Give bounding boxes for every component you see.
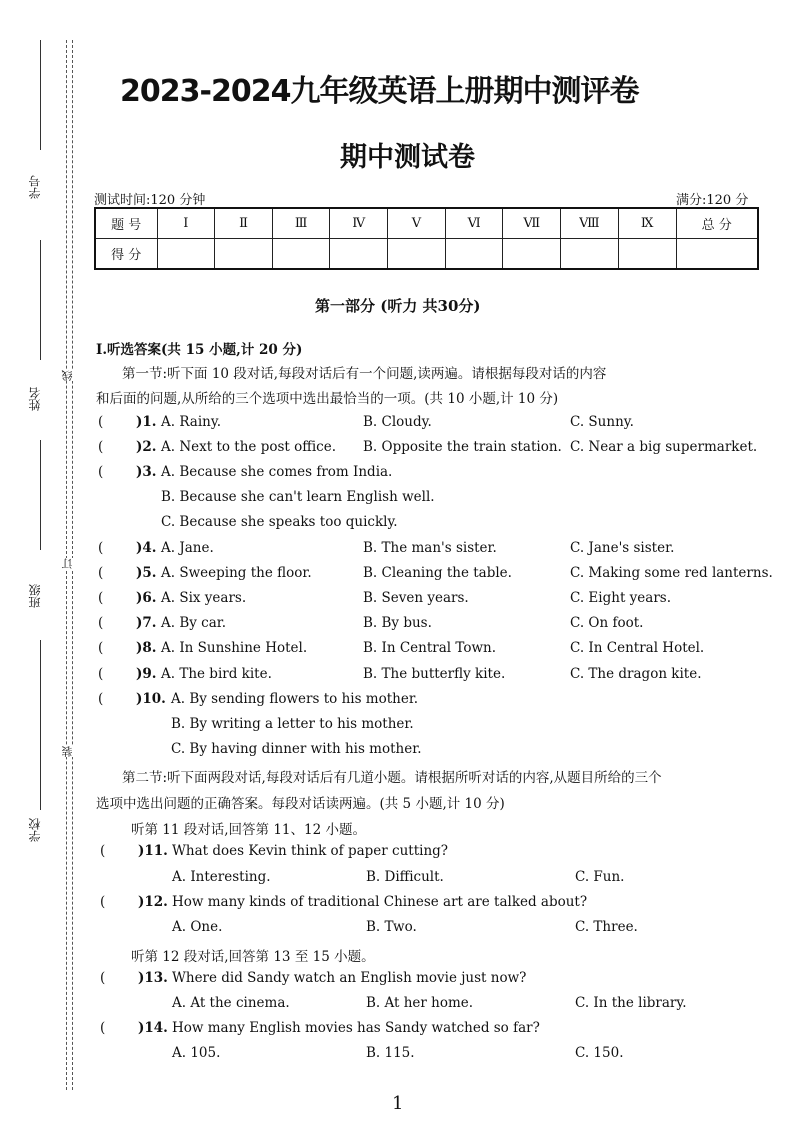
option-c: C. Near a big supermarket. bbox=[570, 439, 758, 455]
option-b: B. The butterfly kite. bbox=[363, 666, 506, 682]
question-stem: How many kinds of traditional Chinese art are talked about? bbox=[172, 894, 588, 910]
dialog-11-instruction: 听第 11 段对话,回答第 11、12 小题。 bbox=[131, 822, 366, 838]
question-number: )13. bbox=[138, 970, 168, 986]
option-a: A. Six years. bbox=[161, 590, 247, 606]
exam-subtitle: 期中测试卷 bbox=[340, 142, 475, 173]
answer-paren[interactable]: ( bbox=[100, 843, 106, 859]
score-input-cell[interactable] bbox=[503, 239, 561, 270]
mark-bind: 装 bbox=[61, 746, 74, 757]
answer-paren[interactable]: ( bbox=[98, 691, 104, 707]
option-b: B. Cleaning the table. bbox=[363, 565, 512, 581]
option-c: C. Fun. bbox=[575, 869, 625, 885]
answer-paren[interactable]: ( bbox=[98, 540, 104, 556]
margin-rule bbox=[40, 40, 41, 150]
question-number: )2. bbox=[136, 439, 157, 455]
option-b: B. Two. bbox=[366, 919, 417, 935]
option-a: A. Jane. bbox=[161, 540, 214, 556]
option-a: A. Sweeping the floor. bbox=[161, 565, 312, 581]
option-a: A. Interesting. bbox=[172, 869, 271, 885]
table-cell: Ⅶ bbox=[503, 208, 561, 239]
question-stem: Where did Sandy watch an English movie just now? bbox=[172, 970, 527, 986]
option-c: C. Sunny. bbox=[570, 414, 634, 430]
part-heading: 第一部分 (听力 共30分) bbox=[315, 297, 481, 315]
label-class: 班级 bbox=[28, 584, 42, 608]
score-input-cell[interactable] bbox=[445, 239, 503, 270]
section1-intro-line2: 和后面的问题,从所给的三个选项中选出最恰当的一项。(共 10 小题,计 10 分) bbox=[96, 391, 559, 407]
option-a: A. By car. bbox=[161, 615, 227, 631]
school-underline bbox=[40, 640, 41, 810]
table-cell: Ⅳ bbox=[330, 208, 388, 239]
score-table-score-row bbox=[95, 239, 758, 270]
page-number: 1 bbox=[392, 1093, 404, 1114]
question-number: )11. bbox=[138, 843, 168, 859]
answer-paren[interactable]: ( bbox=[98, 615, 104, 631]
option-a: A. One. bbox=[172, 919, 223, 935]
option-b: B. Opposite the train station. bbox=[363, 439, 562, 455]
score-input-cell[interactable] bbox=[388, 239, 446, 270]
option-c: C. On foot. bbox=[570, 615, 644, 631]
answer-paren[interactable]: ( bbox=[98, 666, 104, 682]
option-a: A. At the cinema. bbox=[172, 995, 290, 1011]
question-stem: What does Kevin think of paper cutting? bbox=[172, 843, 449, 859]
option-c: C. Eight years. bbox=[570, 590, 671, 606]
answer-paren[interactable]: ( bbox=[98, 565, 104, 581]
option-c: C. In the library. bbox=[575, 995, 687, 1011]
answer-paren[interactable]: ( bbox=[100, 1020, 106, 1036]
table-cell: 总 分 bbox=[676, 208, 758, 239]
table-cell: Ⅵ bbox=[445, 208, 503, 239]
score-table bbox=[94, 207, 759, 270]
answer-paren[interactable]: ( bbox=[100, 970, 106, 986]
table-cell: Ⅰ bbox=[157, 208, 215, 239]
question-number: )6. bbox=[136, 590, 157, 606]
option-c: C. Jane's sister. bbox=[570, 540, 675, 556]
option-c: C. In Central Hotel. bbox=[570, 640, 705, 656]
section2-intro-line1: 第二节:听下面两段对话,每段对话后有几道小题。请根据所听对话的内容,从题目所给的三个 bbox=[122, 770, 662, 786]
score-input-cell[interactable] bbox=[157, 239, 215, 270]
answer-paren[interactable]: ( bbox=[98, 590, 104, 606]
mark-line: 线 bbox=[61, 370, 74, 381]
question-number: )14. bbox=[138, 1020, 168, 1036]
section-title: Ⅰ.听选答案(共 15 小题,计 20 分) bbox=[96, 342, 303, 358]
option-b: B. The man's sister. bbox=[363, 540, 497, 556]
option-b: B. Cloudy. bbox=[363, 414, 432, 430]
question-number: )1. bbox=[136, 414, 157, 430]
full-score: 满分:120 分 bbox=[676, 193, 749, 208]
option-b: B. At her home. bbox=[366, 995, 474, 1011]
class-underline bbox=[40, 440, 41, 550]
option-c: C. Making some red lanterns. bbox=[570, 565, 773, 581]
table-cell: Ⅷ bbox=[561, 208, 619, 239]
answer-paren[interactable]: ( bbox=[98, 464, 104, 480]
option-b: B. 115. bbox=[366, 1045, 415, 1061]
answer-paren[interactable]: ( bbox=[98, 640, 104, 656]
option-b: B. Because she can't learn English well. bbox=[161, 489, 435, 505]
dialog-12-instruction: 听第 12 段对话,回答第 13 至 15 小题。 bbox=[131, 949, 375, 965]
option-a: A. 105. bbox=[172, 1045, 221, 1061]
option-a: A. The bird kite. bbox=[161, 666, 272, 682]
option-b: B. In Central Town. bbox=[363, 640, 496, 656]
option-a: A. By sending flowers to his mother. bbox=[171, 691, 419, 707]
option-a: A. Because she comes from India. bbox=[161, 464, 393, 480]
option-b: B. By writing a letter to his mother. bbox=[171, 716, 414, 732]
table-cell: Ⅲ bbox=[272, 208, 330, 239]
option-c: C. The dragon kite. bbox=[570, 666, 702, 682]
option-c: C. Three. bbox=[575, 919, 638, 935]
score-input-cell[interactable] bbox=[618, 239, 676, 270]
option-c: C. Because she speaks too quickly. bbox=[161, 514, 398, 530]
score-input-cell[interactable] bbox=[676, 239, 758, 270]
option-c: C. By having dinner with his mother. bbox=[171, 741, 422, 757]
option-a: A. Next to the post office. bbox=[161, 439, 336, 455]
label-name: 姓名 bbox=[28, 387, 42, 411]
label-student-id: 学号 bbox=[28, 175, 42, 199]
question-stem: How many English movies has Sandy watched so far? bbox=[172, 1020, 540, 1036]
option-b: B. Difficult. bbox=[366, 869, 444, 885]
answer-paren[interactable]: ( bbox=[98, 414, 104, 430]
score-input-cell[interactable] bbox=[330, 239, 388, 270]
question-number: )12. bbox=[138, 894, 168, 910]
question-number: )7. bbox=[136, 615, 157, 631]
name-underline bbox=[40, 240, 41, 360]
question-number: )3. bbox=[136, 464, 157, 480]
table-cell: Ⅴ bbox=[388, 208, 446, 239]
question-number: )10. bbox=[136, 691, 166, 707]
score-table-header-row bbox=[95, 208, 758, 239]
option-a: A. In Sunshine Hotel. bbox=[161, 640, 308, 656]
label-school: 学校 bbox=[28, 818, 42, 842]
table-cell: Ⅸ bbox=[618, 208, 676, 239]
exam-title: 2023-2024九年级英语上册期中测评卷 bbox=[120, 74, 639, 109]
question-number: )4. bbox=[136, 540, 157, 556]
section2-intro-line2: 选项中选出问题的正确答案。每段对话读两遍。(共 5 小题,计 10 分) bbox=[96, 796, 505, 812]
option-c: C. 150. bbox=[575, 1045, 624, 1061]
question-number: )8. bbox=[136, 640, 157, 656]
question-number: )9. bbox=[136, 666, 157, 682]
table-cell: Ⅱ bbox=[215, 208, 273, 239]
score-input-cell[interactable] bbox=[561, 239, 619, 270]
table-cell: 题 号 bbox=[95, 208, 157, 239]
section1-intro-line1: 第一节:听下面 10 段对话,每段对话后有一个问题,读两遍。请根据每段对话的内容 bbox=[122, 366, 607, 382]
table-cell: 得 分 bbox=[95, 239, 157, 270]
score-input-cell[interactable] bbox=[215, 239, 273, 270]
option-a: A. Rainy. bbox=[161, 414, 221, 430]
mark-staple: 订 bbox=[61, 558, 74, 569]
score-input-cell[interactable] bbox=[272, 239, 330, 270]
exam-time: 测试时间:120 分钟 bbox=[94, 193, 206, 208]
option-b: B. By bus. bbox=[363, 615, 432, 631]
answer-paren[interactable]: ( bbox=[98, 439, 104, 455]
answer-paren[interactable]: ( bbox=[100, 894, 106, 910]
option-b: B. Seven years. bbox=[363, 590, 469, 606]
question-number: )5. bbox=[136, 565, 157, 581]
